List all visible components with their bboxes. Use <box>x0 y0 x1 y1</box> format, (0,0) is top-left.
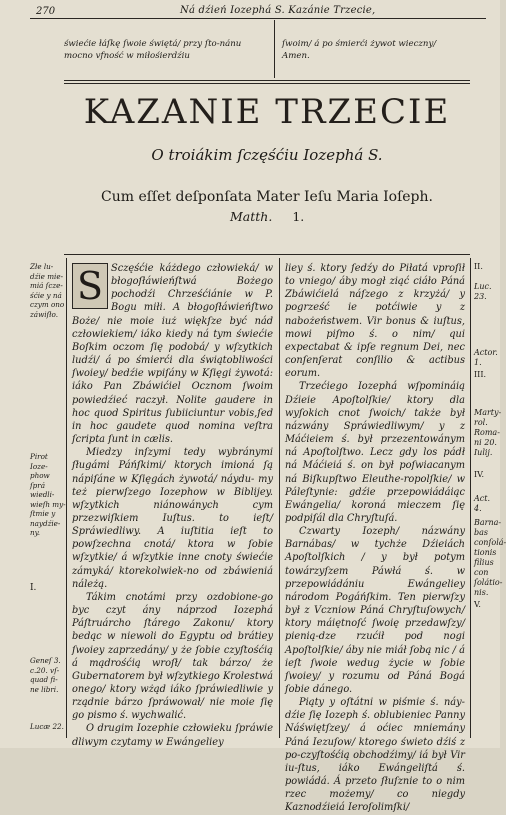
right-margin-note-2: Luc. 23. <box>474 282 492 301</box>
right-margin-note-1: II. <box>474 262 483 271</box>
left-margin-note-2: Pirot Ioze-phow ſprá wiedli-wieſh my-ſtmie y naydźie-ny. <box>30 452 66 537</box>
left-paragraph-4: O drugim Iozephie człowieku ſpráwie dliwym czytamy w Ewángeliey <box>72 723 273 748</box>
sermon-title: KAZANIE TRZECIE <box>83 92 451 132</box>
citation-chapter: 1. <box>292 209 305 224</box>
left-margin-note-5: Lucæ 22. <box>30 722 64 731</box>
body-rule <box>64 254 470 255</box>
left-paragraph-1: S Sczęśćie káżdego człowieká/ w błogoſłáwieńſtwá Bożego pochodźi Chrześćiánie w P. Bogu miłi. A błogoſłáwieńſtwo Boże/ nie moie iuż więkſze być nád człowiekiem/ iáko kiedy ná tym świećie Boſkim oczom ſię podobá/ y wſzytkich ludźi/ á po śmierći dla świątobliwości ſwoiey/ bedźie wpiſány w Kſięgi żywotá: iáko Pan Zbáwićiel Ocznom ſwoim powiedźieć raczył. Nolite gaudere in hoc quod Spiritus ſubiiciuntur vobis,ſed in hoc gaudete quod nomina veſtra ſcripta ſunt in cælis. <box>72 263 273 446</box>
left-text-column <box>72 262 273 746</box>
left-paragraph-3: Tákim cnotámi przy ozdobione-go byc czyt ány náprzod Iozephá Páſtruárcho ſtárego Zakonu/ ktory bedąc w niewoli do Egyptu od brátiey ſwoiey zaprzedány/ y że ſobie czyſtośćią á mądrośćią wroſł/ tak bárzo/ że Gubernatorem był wſzytkiego Krolestwá onego/ ktory wżąd iáko ſpráwiedliwie y rządnie bárzo ſpráwował/ nie moie ſię go pismo ś. wychwalić. <box>72 591 273 722</box>
drop-cap-initial: S <box>72 263 108 309</box>
right-paragraph-3: Czwarty Iozeph/ názwány Barnábas/ w tychże Dźieiách Apoſtolſkich / y był potym towárzyſzem Páwłá ś. w przepowiádániu Ewángeliey národom Pogáńſkim. Ten pierwſzy był z Vczniow Páná Chryſtuſowych/ ktory máiętnoſć ſwoię przedawſzy/ pienią-dze rzućił pod nogi Apoſtolſkie/ áby nie miáł ſobą nic / á ieſt ſwoie wedug życie w ſobie ſwoiey/ y rozumu od Páná Bogá ſobie dánego. <box>285 526 465 695</box>
right-margin-note-9: V. <box>474 600 481 609</box>
right-margin-note-3: Actor. 1. <box>474 348 498 367</box>
left-margin-note-4: Geneſ 3. c.20. vſ-quad fi-ne libri. <box>30 656 61 694</box>
left-margin-divider <box>66 258 67 738</box>
right-text-column <box>285 262 465 814</box>
title-rule-top <box>64 80 470 81</box>
column-divider <box>279 258 280 738</box>
top-fragment-col1: świećie łáſkę ſwoie świętá/ przy ſto-nánu mocno vfność w miłośierdźiu <box>64 39 242 61</box>
right-margin-divider <box>470 258 471 738</box>
top-fragment <box>64 38 454 76</box>
right-paragraph-4: Piąty y oſtátni w piśmie ś. náy-dźie ſię Iozeph ś. oblubieniec Panny Náświętſzey/ á oćiec mniemány Páná Iezuſow/ ktorego świeto dźiś z po-czyſtośćią obchodźimy/ iá był Vir iu-ſtus, iáko Ewángeliſtá ś. powiádá. Á przeto ſłuſznie to o nim rzec możemy/ co niegdy Kaznodźieiá Ieroſolimſki/ <box>285 697 465 814</box>
sermon-subtitle: O troiákim ſczęśćiu Iozephá S. <box>151 146 383 164</box>
top-fragment-col2: ſwoim/ á po śmierći żywot wieczny/ Amen. <box>282 39 437 61</box>
right-margin-note-5: Marty-rol. Roma-ni 20. Iulij. <box>474 408 502 457</box>
epigraph-latin: Cum eſſet deſponſata Mater Ieſu Maria Ioſeph. <box>101 189 433 205</box>
header-rule <box>30 18 486 19</box>
running-title: Ná dźień Iozephá S. Kazánie Trzecie, <box>180 5 376 16</box>
epigraph-citation <box>230 209 304 224</box>
left-margin-note-1: Złe lu-dźie mie-miá ſcze-śćie y ná czym ono záwiſło. <box>30 262 65 319</box>
right-paragraph-2: Trzećiego Iozephá wſpomináią Dźieie Apoſtolſkie/ ktory dla wyſokich cnot ſwoich/ także był názwány Spráwiedliwym/ y z Máćieiem ś. był przezentowánym ná Apoſtolſtwo. Lecz gdy los pádł ná Máćieiá ś. on był poſwiacanym ná Biſkupſtwo Eleuthe-ropolſkie/ w Páleſtynie: gdźie przepowiádáiąc Ewángelia/ koroná mieczem ſię podpiſál dla Chryſtuſá. <box>285 381 465 524</box>
left-paragraph-2: Miedzy inſzymi tedy wybránymi ſługámi Páńſkimi/ ktorych imioná ſą nápiſáne w Kſięgách żywotá/ náydu- my też pierwſzego Iozephow w Biblijey. wſzytkich niánowánych cym przezwiſkiem Iuſtus. to ieſt/ Spráwiedliwy. A iuſtitia ieſt to powſzechna cnotá/ ktora w ſobie wſzytkie/ á wſzytkie inne cnoty świećie zámyká/ ktorekolwiek-no od zbáwieniá náleżą. <box>72 447 273 590</box>
right-margin-note-7: Act. 4. <box>474 494 491 513</box>
right-margin-note-8: Barna-bas conſolá-tionis filius con ſolátio-nis. <box>474 518 506 597</box>
right-margin-note-4: III. <box>474 370 487 379</box>
page-number: 270 <box>36 6 56 17</box>
right-paragraph-1: liey ś. ktory ſedźy do Piłatá vproſił to vniego/ áby mogł ziąć ciáło Páná Zbáwićielá náſzego z krzyżá/ y pogrześć ie potćiwie y z nabożeństwem. Vir bonus & iuſtus, mowi piſmo ś. o nim/ qui expectabat & ipſe regnum Dei, nec conſenſerat conſilio & actibus eorum. <box>285 263 465 380</box>
citation-book: Matth. <box>230 209 273 224</box>
left-margin-note-3: I. <box>30 583 37 593</box>
right-margin-note-6: IV. <box>474 470 485 479</box>
title-rule-top-2 <box>64 83 470 84</box>
